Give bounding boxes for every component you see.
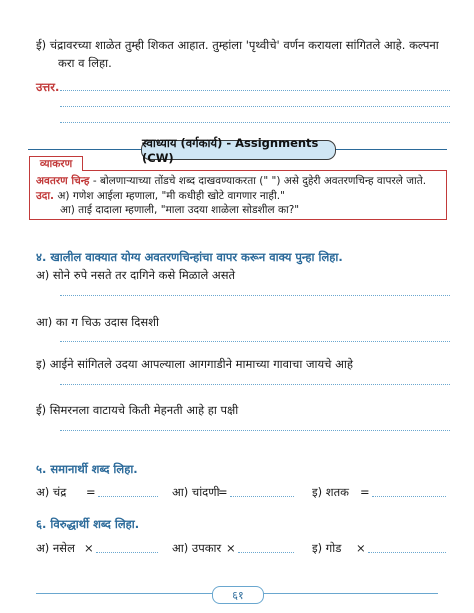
equals-sign: = (360, 485, 370, 499)
q4-heading: ४. खालील वाक्यात योग्य अवतरणचिन्हांचा वापर करून वाक्य पुन्हा लिहा. (36, 250, 343, 264)
q4-answer-line[interactable] (60, 384, 450, 385)
equals-sign: = (218, 485, 228, 499)
q6-answer-line[interactable] (238, 552, 294, 553)
equals-sign: = (86, 485, 96, 499)
q6-answer-line[interactable] (368, 552, 446, 553)
question-e-line2: करा व लिहा. (58, 56, 112, 70)
q5-item-i: इ) शतक (312, 485, 349, 499)
q6-item-i: इ) गोड (312, 541, 342, 555)
assignments-title: स्वाध्याय (वर्गकार्य) - Assignments (CW) (141, 140, 336, 160)
answer-line[interactable] (60, 90, 450, 91)
q5-item-a: अ) चंद्र (36, 485, 67, 499)
q5-heading: ५. समानार्थी शब्द लिहा. (36, 462, 138, 476)
grammar-box (29, 170, 447, 220)
question-e-line1: ई) चंद्रावरच्या शाळेत तुम्ही शिकत आहात. तुम्हांला 'पृथ्वीचे' वर्णन करायला सांगितले आहे. कल्पना (36, 38, 439, 52)
grammar-example1-row (36, 189, 285, 203)
q4-answer-line[interactable] (60, 430, 450, 431)
q4-answer-line[interactable] (60, 341, 450, 342)
times-sign: × (356, 541, 366, 555)
answer-line[interactable] (60, 122, 450, 123)
times-sign: × (84, 541, 94, 555)
q5-answer-line[interactable] (372, 496, 446, 497)
q6-item-a: अ) नसेल (36, 541, 75, 555)
answer-label: उत्तर. (36, 80, 60, 94)
grammar-example1: अ) गणेश आईला म्हणाला, "मी कधीही खोटे वागणार नाही." (57, 190, 285, 202)
title-rule-right (334, 149, 447, 150)
q4-item-i: इ) आईने सांगितले उदया आपल्याला आगगाडीने मामाच्या गावाचा जायचे आहे (36, 357, 353, 371)
q5-answer-line[interactable] (98, 496, 158, 497)
q6-answer-line[interactable] (96, 552, 158, 553)
q4-item-ii: ई) सिमरनला वाटायचे किती मेहनती आहे हा पक्षी (36, 403, 239, 417)
q6-item-aa: आ) उपकार (172, 541, 222, 555)
q4-answer-line[interactable] (60, 295, 450, 296)
q5-answer-line[interactable] (230, 496, 294, 497)
answer-line[interactable] (60, 106, 450, 107)
example-label: उदा. (36, 190, 55, 202)
grammar-definition-row (36, 174, 426, 188)
q6-heading: ६. विरुद्धार्थी शब्द लिहा. (36, 517, 140, 531)
page-number: ६१ (212, 586, 264, 604)
q4-item-a: अ) सोने रुपे नसते तर दागिने कसे मिळाले असते (36, 268, 236, 282)
times-sign: × (226, 541, 236, 555)
title-rule-left (28, 149, 141, 150)
footer-rule-right (262, 593, 438, 594)
footer-rule-left (36, 593, 212, 594)
grammar-definition: - बोलणाऱ्याच्या तोंडचे शब्द दाखवण्याकरता (" ") असे दुहेरी अवतरणचिन्ह वापरले जाते. (92, 175, 427, 187)
q4-item-aa: आ) का ग चिऊ उदास दिसशी (36, 315, 159, 329)
grammar-tag: व्याकरण (29, 156, 83, 171)
grammar-example2: आ) ताई दादाला म्हणाली, "माला उदया शाळेला सोडशील का?" (60, 204, 300, 216)
grammar-label: अवतरण चिन्ह (36, 175, 90, 187)
q5-item-aa: आ) चांदणी (172, 485, 220, 499)
